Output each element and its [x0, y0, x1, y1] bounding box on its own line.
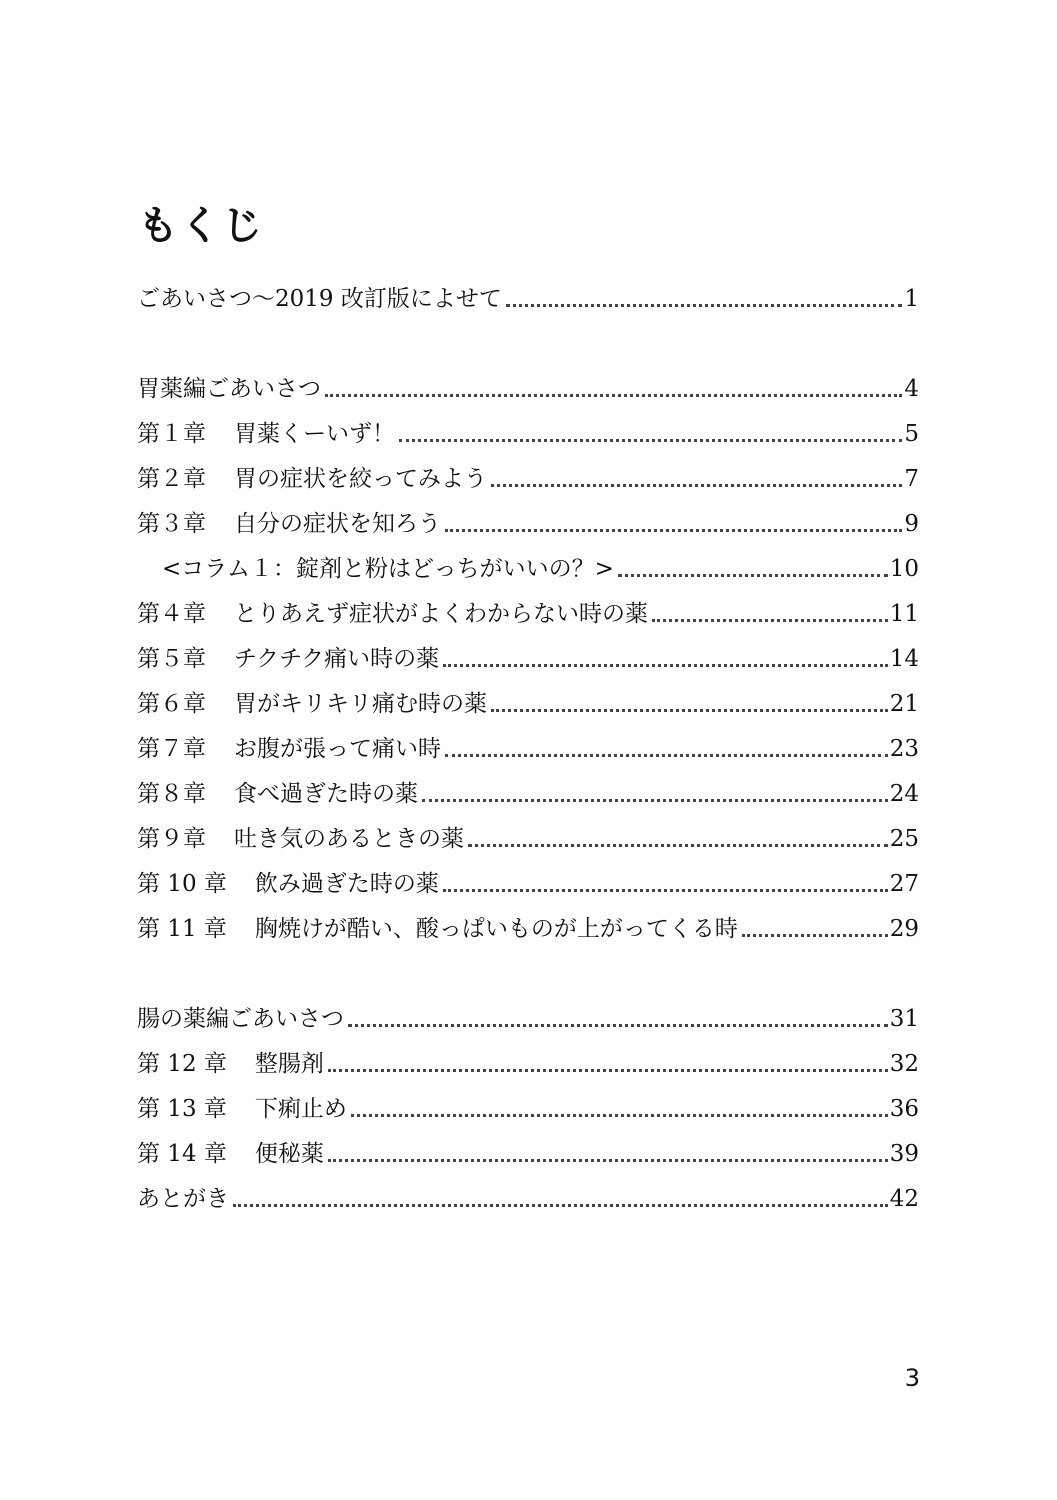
toc-entry-label: 下痢止め	[254, 1096, 347, 1122]
toc-page-number: 5	[904, 421, 919, 447]
toc-entry[interactable]	[137, 685, 919, 719]
toc-leader-dots	[443, 883, 888, 892]
toc-entry-label: 食べ過ぎた時の薬	[234, 781, 418, 807]
toc-entry-title	[162, 554, 614, 584]
toc-page-number: 29	[889, 916, 919, 942]
toc-entry-title	[137, 419, 395, 449]
toc-page-number: 32	[889, 1051, 919, 1077]
toc-chapter-number: 第３章	[137, 511, 206, 537]
toc-entry-title	[137, 689, 487, 719]
toc-leader-dots	[468, 838, 888, 847]
toc-chapter-number: 第１章	[137, 421, 206, 447]
toc-entry[interactable]	[137, 505, 919, 539]
toc-entry-title	[137, 374, 321, 404]
toc-entry-label: 整腸剤	[254, 1051, 324, 1077]
toc-page-number: 27	[889, 871, 919, 897]
toc-entry[interactable]	[137, 415, 919, 449]
toc-leader-dots	[443, 658, 888, 667]
toc-page-number: 10	[889, 556, 919, 582]
toc-leader-dots	[422, 793, 888, 802]
toc-entry-label: 飲み過ぎた時の薬	[254, 871, 439, 897]
toc-entry[interactable]	[137, 775, 919, 809]
toc-leader-dots	[325, 388, 902, 397]
toc-entry-title	[137, 824, 464, 854]
toc-leader-dots	[506, 298, 903, 307]
toc-page-number: 42	[889, 1186, 919, 1212]
toc-leader-dots	[233, 1198, 888, 1207]
toc-entry[interactable]	[137, 1180, 919, 1214]
toc-leader-dots	[742, 928, 888, 937]
toc-chapter-number: 第 10 章	[137, 871, 227, 897]
toc-entry[interactable]	[137, 370, 919, 404]
toc-page-number: 7	[904, 466, 919, 492]
toc-entry[interactable]	[137, 1135, 919, 1169]
toc-entry[interactable]	[137, 640, 919, 674]
toc-entry-label: 自分の症状を知ろう	[234, 511, 441, 537]
toc-chapter-number: 第７章	[137, 736, 206, 762]
toc-chapter-number: 第２章	[137, 466, 206, 492]
toc-entry-title	[137, 1004, 344, 1034]
toc-entry[interactable]	[137, 1045, 919, 1079]
toc-page-number: 25	[889, 826, 919, 852]
toc-entry-label: あとがき	[137, 1186, 229, 1212]
toc-leader-dots	[491, 478, 902, 487]
toc-entry-label: 便秘薬	[254, 1141, 324, 1167]
toc-entry[interactable]	[137, 1000, 919, 1034]
toc-entry[interactable]	[137, 820, 919, 854]
toc-leader-dots	[348, 1018, 888, 1027]
toc-chapter-number: 第 13 章	[137, 1096, 227, 1122]
toc-entry[interactable]	[137, 460, 919, 494]
toc-entry-title	[137, 599, 648, 629]
toc-entry[interactable]	[137, 1090, 919, 1124]
toc-page-number: 36	[889, 1096, 919, 1122]
toc-page-number: 31	[889, 1006, 919, 1032]
toc-entry-title	[137, 464, 487, 494]
page-title: もくじ	[138, 203, 264, 249]
toc-entry[interactable]	[137, 730, 919, 764]
toc-leader-dots	[445, 748, 888, 757]
toc-entry-label: 胃の症状を絞ってみよう	[234, 466, 487, 492]
toc-page-number: 14	[889, 646, 919, 672]
toc-chapter-number: 第 14 章	[137, 1141, 227, 1167]
toc-entry-label: 腸の薬編ごあいさつ	[137, 1006, 344, 1032]
toc-page-number: 11	[889, 601, 919, 627]
toc-entry-title	[137, 1139, 324, 1169]
toc-entry-label: ごあいさつ～2019 改訂版によせて	[137, 286, 502, 312]
toc-chapter-number: 第５章	[137, 646, 206, 672]
toc-entry-title	[137, 284, 502, 314]
toc-entry-label: チクチク痛い時の薬	[234, 646, 440, 672]
toc-page-number: 9	[904, 511, 919, 537]
toc-leader-dots	[351, 1108, 888, 1117]
toc-leader-dots	[491, 703, 888, 712]
toc-entry-label: お腹が張って痛い時	[234, 736, 441, 762]
toc-entry-title	[137, 734, 441, 764]
toc-leader-dots	[618, 568, 888, 577]
toc-chapter-number: 第６章	[137, 691, 206, 717]
toc-entry-title	[137, 1049, 324, 1079]
toc-leader-dots	[445, 523, 902, 532]
toc-entry[interactable]	[137, 595, 919, 629]
toc-entry-title	[137, 869, 439, 899]
toc-page-number: 24	[889, 781, 919, 807]
toc-chapter-number: 第４章	[137, 601, 206, 627]
toc-chapter-number: 第９章	[137, 826, 206, 852]
toc-page-number: 21	[889, 691, 919, 717]
toc-page-number: 4	[904, 376, 919, 402]
toc-chapter-number: 第 11 章	[137, 916, 227, 942]
toc-entry-label: とりあえず症状がよくわからない時の薬	[234, 601, 648, 627]
toc-page-number: 23	[889, 736, 919, 762]
toc-entry-title	[137, 644, 439, 674]
toc-entry-title	[137, 1094, 347, 1124]
toc-leader-dots	[399, 433, 902, 442]
toc-chapter-number: 第 12 章	[137, 1051, 227, 1077]
toc-entry-label: 胃薬編ごあいさつ	[137, 376, 321, 402]
toc-leader-dots	[328, 1153, 888, 1162]
page-number: 3	[904, 1364, 920, 1392]
toc-entry[interactable]	[137, 865, 919, 899]
toc-entry-label: 胃薬くーいず！	[234, 421, 395, 447]
toc-page-number: 1	[904, 286, 919, 312]
toc-entry-label: 胃がキリキリ痛む時の薬	[234, 691, 487, 717]
toc-entry-label: 胸焼けが酷い、酸っぱいものが上がってくる時	[254, 916, 738, 942]
toc-entry[interactable]	[137, 910, 919, 944]
toc-entry-title	[137, 1184, 229, 1214]
toc-entry-label: <コラム１：錠剤と粉はどっちがいいの？>	[162, 556, 614, 582]
toc-entry[interactable]	[162, 550, 919, 584]
toc-chapter-number: 第８章	[137, 781, 206, 807]
toc-page-number: 39	[889, 1141, 919, 1167]
toc-entry-label: 吐き気のあるときの薬	[234, 826, 464, 852]
toc-leader-dots	[652, 613, 888, 622]
toc-entry-title	[137, 914, 738, 944]
toc-entry-title	[137, 509, 441, 539]
toc-entry-title	[137, 779, 418, 809]
toc-entry[interactable]	[137, 280, 919, 314]
toc-leader-dots	[328, 1063, 888, 1072]
